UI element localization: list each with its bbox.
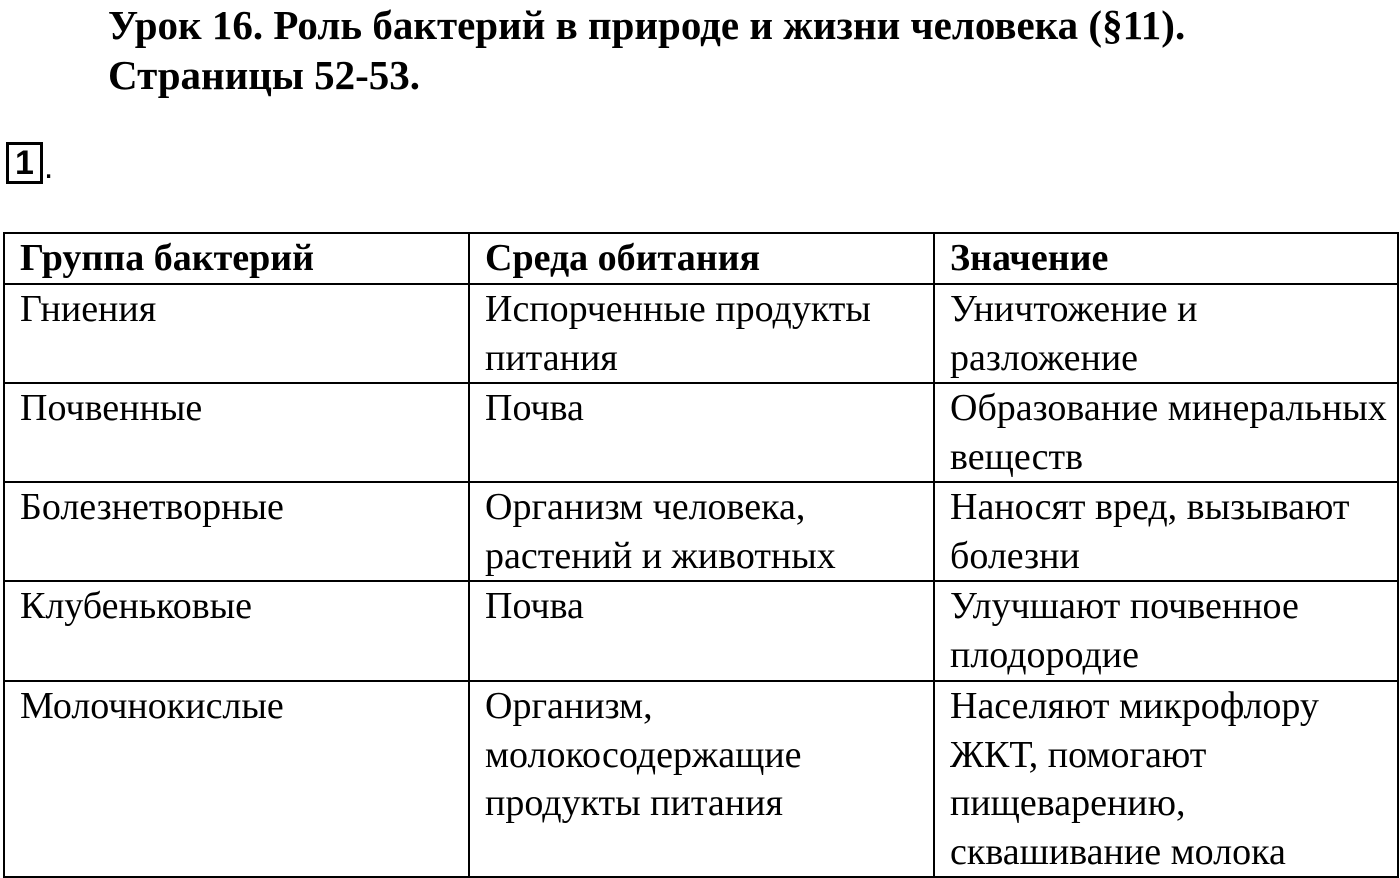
table-row	[4, 581, 1398, 681]
header-group: Группа бактерий	[4, 233, 469, 284]
cell-significance: Населяют микрофлору ЖКТ, помогают пищеварению, сквашивание молока	[934, 681, 1398, 877]
task-number	[6, 144, 53, 184]
table-header-row	[4, 233, 1398, 284]
table-row	[4, 383, 1398, 482]
cell-habitat: Почва	[469, 581, 934, 681]
cell-group: Молочнокислые	[4, 681, 469, 877]
bacteria-table	[3, 232, 1399, 878]
table-row	[4, 681, 1398, 877]
cell-habitat: Организм, молокосодержащие продукты питания	[469, 681, 934, 877]
header-significance: Значение	[934, 233, 1398, 284]
table-row	[4, 482, 1398, 581]
cell-group: Почвенные	[4, 383, 469, 482]
cell-significance: Уничтожение и разложение	[934, 284, 1398, 383]
title-line-2: Страницы 52-53.	[108, 52, 421, 98]
cell-significance: Образование минеральных веществ	[934, 383, 1398, 482]
table-row	[4, 284, 1398, 383]
task-number-box: 1	[6, 142, 43, 184]
cell-habitat: Испорченные продукты питания	[469, 284, 934, 383]
task-number-dot: .	[43, 148, 54, 186]
header-habitat: Среда обитания	[469, 233, 934, 284]
cell-habitat: Почва	[469, 383, 934, 482]
cell-group: Клубеньковые	[4, 581, 469, 681]
title-line-1: Урок 16. Роль бактерий в природе и жизни человека (§11).	[108, 2, 1186, 48]
cell-group: Болезнетворные	[4, 482, 469, 581]
cell-group: Гниения	[4, 284, 469, 383]
cell-habitat: Организм человека, растений и животных	[469, 482, 934, 581]
cell-significance: Наносят вред, вызывают болезни	[934, 482, 1398, 581]
cell-significance: Улучшают почвенное плодородие	[934, 581, 1398, 681]
page-title	[108, 0, 1185, 100]
